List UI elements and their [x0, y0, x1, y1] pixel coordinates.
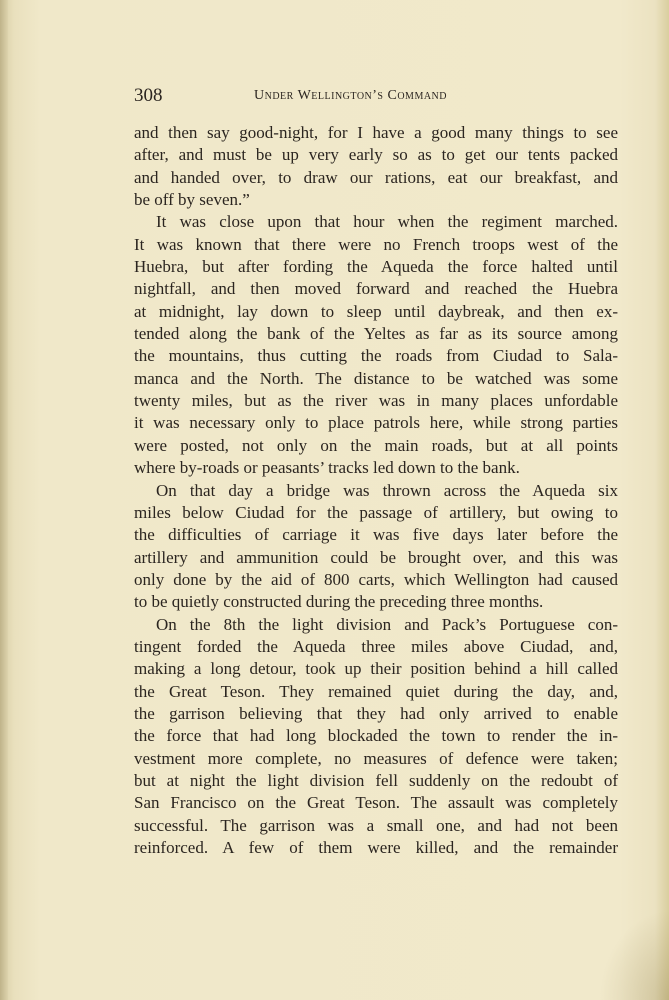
text-line: San Francisco on the Great Teson. The assault was completely	[134, 793, 618, 813]
page-spine-shadow	[0, 0, 8, 1000]
text-line: the Great Teson. They remained quiet during the day, and,	[134, 681, 618, 701]
running-head: Under Wellington’s Command	[254, 88, 447, 103]
text-line: manca and the North. The distance to be watched was some	[134, 368, 618, 388]
text-line: but at night the light division fell suddenly on the redoubt of	[134, 770, 618, 790]
text-line: the garrison believing that they had only arrived to enable	[134, 703, 618, 723]
text-line: On that day a bridge was thrown across the Aqueda six	[156, 480, 618, 500]
text-line: vestment more complete, no measures of defence were taken;	[134, 748, 618, 768]
text-line: the difficulties of carriage it was five days later before the	[134, 525, 618, 545]
paragraph-1	[134, 122, 618, 211]
page-corner-shadow	[599, 910, 669, 1000]
text-line: It was known that there were no French troops west of the	[134, 234, 618, 254]
paragraph-4	[134, 614, 618, 860]
page-number: 308	[134, 85, 163, 106]
text-line: It was close upon that hour when the regiment marched.	[156, 212, 618, 232]
text-line: reinforced. A few of them were killed, and the remainder	[134, 838, 618, 857]
text-line: the mountains, thus cutting the roads from Ciudad to Sala-	[134, 346, 618, 366]
text-line: after, and must be up very early so as to get our tents packed	[134, 145, 618, 165]
text-line: only done by the aid of 800 carts, which Wellington had caused	[134, 569, 618, 589]
paragraph-2	[134, 211, 618, 479]
text-line: tingent forded the Aqueda three miles above Ciudad, and,	[134, 636, 618, 656]
page-header	[134, 84, 618, 108]
text-line: making a long detour, took up their position behind a hill called	[134, 659, 618, 679]
text-line: where by-roads or peasants’ tracks led down to the bank.	[134, 458, 520, 478]
text-line: at midnight, lay down to sleep until daybreak, and then ex-	[134, 301, 618, 321]
text-line: it was necessary only to place patrols here, while strong parties	[134, 413, 618, 433]
text-line: to be quietly constructed during the preceding three months.	[134, 592, 544, 612]
text-line: be off by seven.”	[134, 190, 250, 210]
text-line: and handed over, to draw our rations, eat our breakfast, and	[134, 167, 618, 187]
text-line: Huebra, but after fording the Aqueda the force halted until	[134, 257, 618, 277]
text-line: On the 8th the light division and Pack’s Portuguese con-	[156, 614, 618, 634]
text-line: and then say good-night, for I have a good many things to see	[134, 123, 618, 142]
text-line: twenty miles, but as the river was in many places unfordable	[134, 391, 618, 411]
body-text	[134, 122, 618, 859]
paragraph-3	[134, 480, 618, 614]
text-line: tended along the bank of the Yeltes as far as its source among	[134, 324, 618, 344]
text-line: artillery and ammunition could be brought over, and this was	[134, 547, 618, 567]
text-line: miles below Ciudad for the passage of artillery, but owing to	[134, 502, 618, 522]
text-line: were posted, not only on the main roads, but at all points	[134, 435, 618, 455]
text-line: successful. The garrison was a small one, and had not been	[134, 815, 618, 835]
text-line: nightfall, and then moved forward and reached the Huebra	[134, 279, 618, 299]
text-line: the force that had long blockaded the town to render the in-	[134, 726, 618, 746]
